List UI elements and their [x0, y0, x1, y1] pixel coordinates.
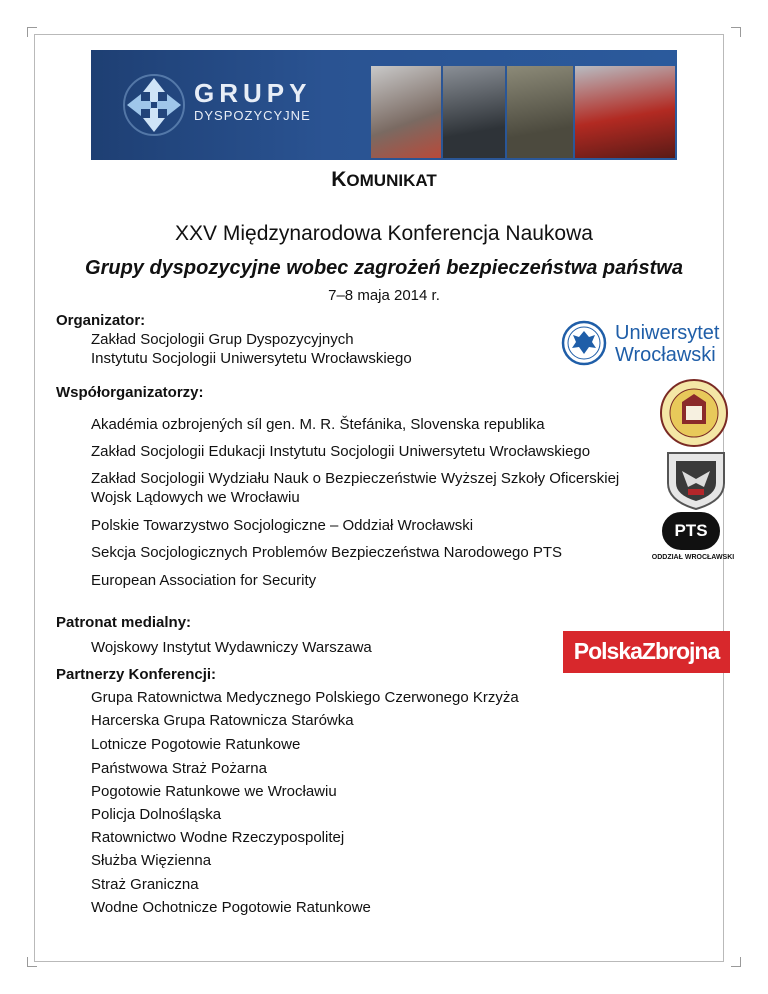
- partner-item: Pogotowie Ratunkowe we Wrocławiu: [91, 783, 337, 800]
- co-organizer-item: Zakład Socjologii Edukacji Instytutu Socjologii Uniwersytetu Wrocławskiego: [91, 443, 591, 460]
- co-organizer-item: Akadémia ozbrojených síl gen. M. R. Štefánika, Slovenska republika: [91, 416, 545, 433]
- grupy-logo-icon: [121, 72, 187, 138]
- photo-police: [443, 66, 505, 158]
- organizer-heading: Organizator:: [56, 312, 146, 329]
- media-heading: Patronat medialny:: [56, 614, 192, 631]
- co-organizer-item: Polskie Towarzystwo Socjologiczne – Oddział Wrocławski: [91, 517, 474, 534]
- uwr-logo: [561, 320, 731, 368]
- partner-item: Harcerska Grupa Ratownicza Starówka: [91, 712, 354, 729]
- pts-label: PTS: [674, 521, 708, 540]
- partners-heading: Partnerzy Konferencji:: [56, 666, 217, 683]
- co-organizer-item: European Association for Security: [91, 572, 317, 589]
- corner-mark: [731, 27, 741, 37]
- pts-logo: [650, 512, 736, 566]
- co-organizer-item: Sekcja Socjologicznych Problemów Bezpieczeństwa Narodowego PTS: [91, 544, 563, 561]
- uwr-name-line2: Wrocławski: [615, 344, 716, 366]
- partner-item: Policja Dolnośląska: [91, 806, 222, 823]
- co-organizer-item: Zakład Socjologii Wydziału Nauk o Bezpieczeństwie Wyższej Szkoły Oficerskiej: [91, 470, 620, 487]
- partner-item: Grupa Ratownictwa Medycznego Polskiego Czerwonego Krzyża: [91, 689, 519, 706]
- conference-dates: 7–8 maja 2014 r.: [328, 287, 440, 304]
- polska-zbrojna-logo: [563, 631, 730, 673]
- header-banner: [91, 50, 677, 160]
- organizer-line: Instytutu Socjologii Uniwersytetu Wrocławskiego: [91, 350, 412, 367]
- corner-mark: [731, 957, 741, 967]
- corner-mark: [27, 27, 37, 37]
- corner-mark: [27, 957, 37, 967]
- organizer-line: Zakład Socjologii Grup Dyspozycyjnych: [91, 331, 354, 348]
- partner-item: Straż Graniczna: [91, 876, 199, 893]
- conference-subtitle: Grupy dyspozycyjne wobec zagrożeń bezpieczeństwa państwa: [85, 257, 683, 279]
- partner-item: Państwowa Straż Pożarna: [91, 760, 267, 777]
- media-line: Wojskowy Instytut Wydawniczy Warszawa: [91, 639, 372, 656]
- brand-subtitle: DYSPOZYCYJNE: [194, 108, 311, 123]
- co-organizers-heading: Współorganizatorzy:: [56, 384, 204, 401]
- page-title: KOMUNIKAT: [331, 168, 437, 191]
- uwr-emblem-icon: [561, 320, 607, 366]
- banner-brand: [194, 80, 311, 123]
- conference-name: XXV Międzynarodowa Konferencja Naukowa: [175, 222, 593, 245]
- brand-name: GRUPY: [194, 78, 312, 108]
- partner-item: Służba Więzienna: [91, 852, 212, 869]
- photo-firetruck: [575, 66, 675, 158]
- pts-caption: ODDZIAŁ WROCŁAWSKI: [651, 554, 735, 561]
- pts-badge: [662, 512, 720, 550]
- co-organizer-item: Wojsk Lądowych we Wrocławiu: [91, 489, 300, 506]
- partner-item: Lotnicze Pogotowie Ratunkowe: [91, 736, 301, 753]
- partner-item: Ratownictwo Wodne Rzeczypospolitej: [91, 829, 345, 846]
- photo-soldier: [507, 66, 573, 158]
- polska-zbrojna-text: PolskaZbrojna: [573, 638, 720, 664]
- uwr-name-line1: Uniwersytet: [615, 322, 720, 344]
- akademia-crest-icon: [658, 378, 730, 448]
- wso-shield-icon: [662, 449, 730, 511]
- partner-item: Wodne Ochotnicze Pogotowie Ratunkowe: [91, 899, 371, 916]
- photo-rescue: [371, 66, 441, 158]
